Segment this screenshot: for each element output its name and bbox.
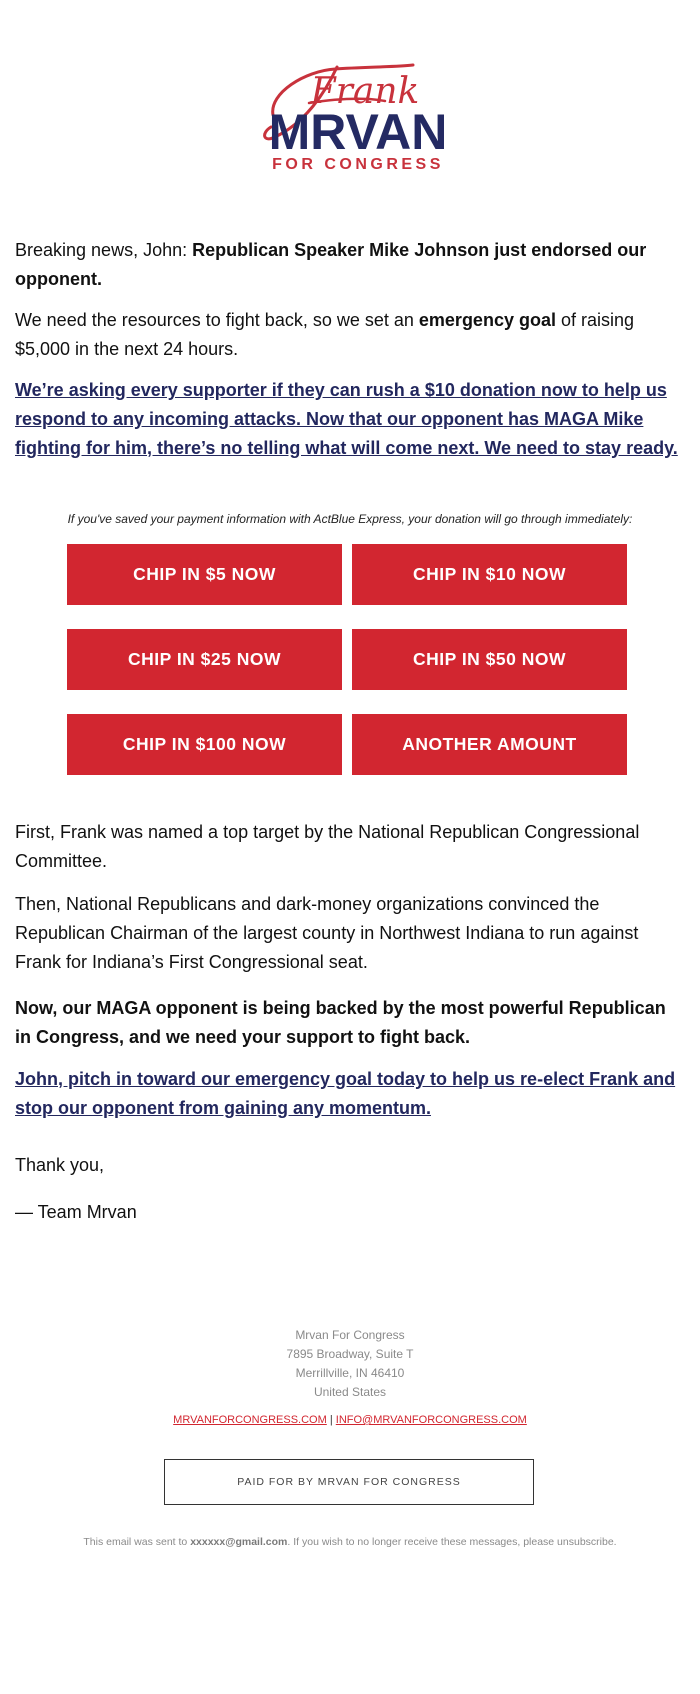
chip-in-10-button[interactable]: CHIP IN $10 NOW	[352, 544, 627, 605]
paragraph-dark-money: Then, National Republicans and dark-money organizations convinced the Republican Chairman of the largest county in Northwest Indiana to run against Frank for Indiana’s First Congressional seat.	[15, 894, 639, 972]
chip-in-25-button[interactable]: CHIP IN $25 NOW	[67, 629, 342, 690]
website-link[interactable]: MRVANFORCONGRESS.COM	[173, 1414, 327, 1426]
chip-in-100-button[interactable]: CHIP IN $100 NOW	[67, 714, 342, 775]
unsub-text-a: This email was sent to	[83, 1536, 191, 1548]
paragraph-maga-opponent: Now, our MAGA opponent is being backed by the most powerful Republican in Congress, and we need your support to fight back.	[15, 998, 666, 1047]
logo-tagline: FOR CONGRESS	[272, 156, 444, 173]
paragraph-top-target: First, Frank was named a top target by the National Republican Congressional Committee.	[15, 822, 640, 871]
another-amount-button[interactable]: ANOTHER AMOUNT	[352, 714, 627, 775]
goal-emphasis: emergency goal	[418, 310, 556, 330]
campaign-logo	[245, 53, 472, 198]
paragraph-breaking-news	[15, 236, 685, 294]
breaking-news-headline: Republican Speaker Mike Johnson just endorsed our opponent.	[15, 240, 647, 289]
footer-country: United States	[313, 1385, 387, 1399]
paragraph-donation-ask	[15, 376, 685, 463]
logo-script-name: Frank	[310, 71, 420, 112]
actblue-note: If you've saved your payment information with ActBlue Express, your donation will go through immediately:	[67, 512, 633, 526]
footer-org: Mrvan For Congress	[295, 1328, 405, 1342]
pitch-in-link[interactable]: John, pitch in toward our emergency goal today to help us re-elect Frank and stop our opponent from gaining any momentum.	[15, 1069, 676, 1118]
goal-text-a: We need the resources to fight back, so we set an	[15, 310, 419, 330]
footer-street: 7895 Broadway, Suite T	[286, 1347, 414, 1361]
footer-link-separator: |	[329, 1414, 333, 1426]
footer-links	[0, 1414, 700, 1426]
chip-in-50-button[interactable]: CHIP IN $50 NOW	[352, 629, 627, 690]
email-link[interactable]: INFO@MRVANFORCONGRESS.COM	[335, 1414, 527, 1426]
unsub-text-b[interactable]: . If you wish to no longer receive these messages, please unsubscribe.	[287, 1536, 617, 1548]
sign-off-team: — Team Mrvan	[15, 1202, 137, 1222]
paragraph-emergency-goal	[15, 306, 685, 364]
recipient-email: xxxxxx@gmail.com	[190, 1536, 288, 1548]
footer-city: Merrillville, IN 46410	[295, 1366, 405, 1380]
donation-ask-link[interactable]: We’re asking every supporter if they can rush a $10 donation now to help us respond to any incoming attacks. Now that our opponent has MAGA Mike fighting for him, there’s no telling what will come next. We need to stay ready.	[15, 380, 678, 458]
breaking-news-lead: Breaking news, John:	[15, 240, 193, 260]
footer-address	[0, 1326, 700, 1402]
sign-off-thanks: Thank you,	[15, 1155, 105, 1175]
unsubscribe-notice	[0, 1536, 700, 1548]
chip-in-5-button[interactable]: CHIP IN $5 NOW	[67, 544, 342, 605]
paragraph-pitch-in	[15, 1065, 685, 1123]
logo-name: MRVAN	[268, 104, 448, 160]
logo-graphic	[245, 53, 472, 198]
paid-for-disclaimer: PAID FOR BY MRVAN FOR CONGRESS	[164, 1459, 534, 1505]
goal-text-b: of raising $5,000 in the next 24 hours.	[15, 310, 635, 359]
